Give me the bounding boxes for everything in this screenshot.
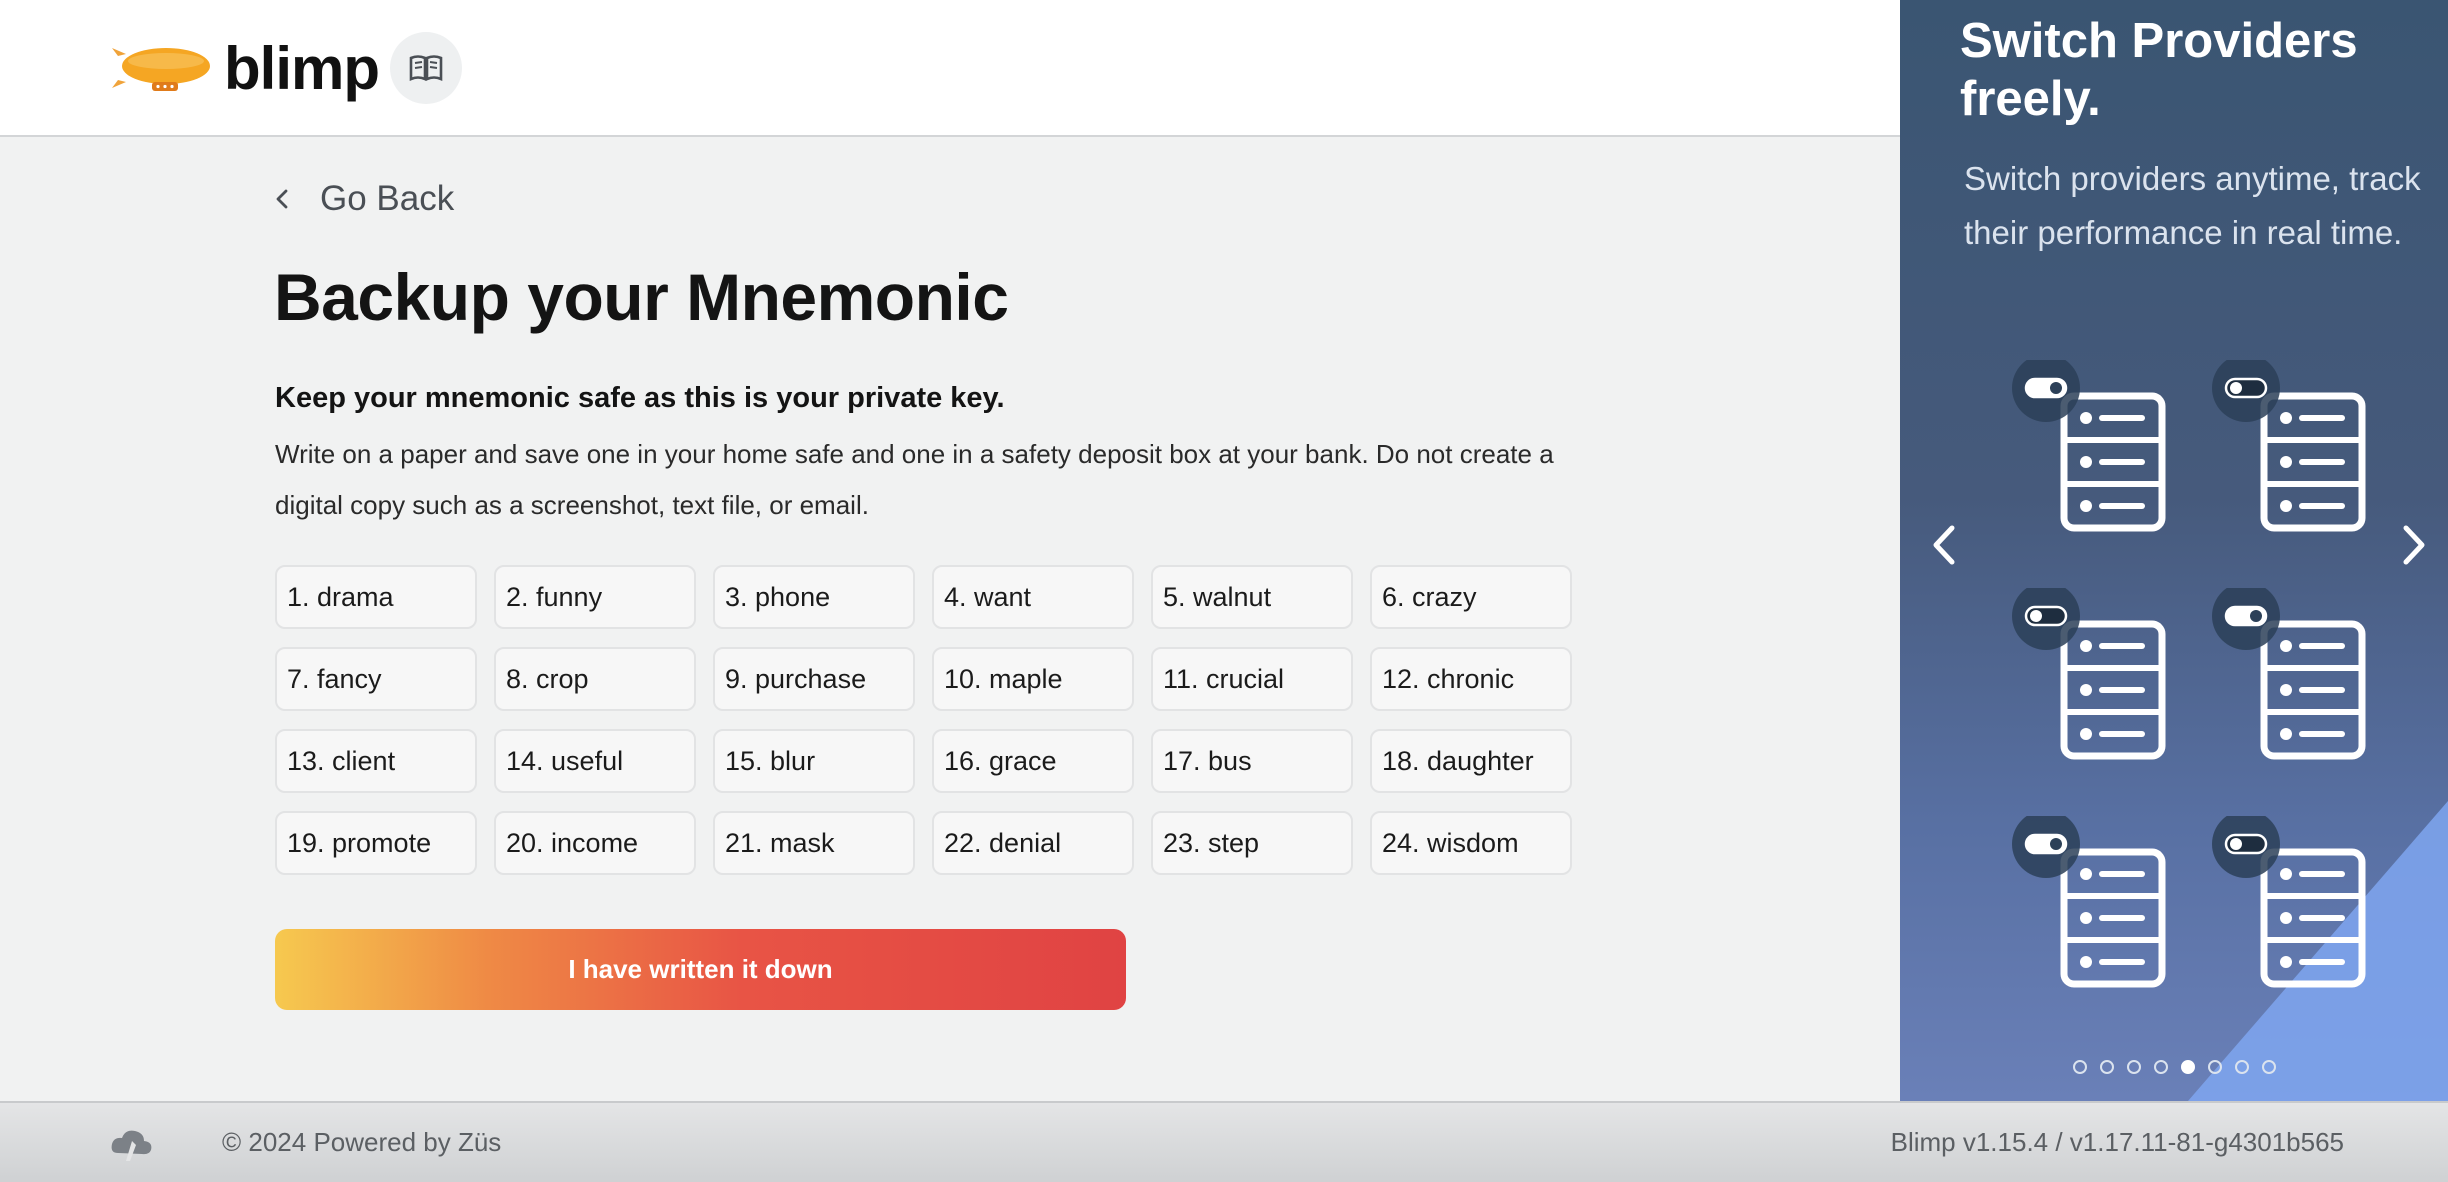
carousel-text: Switch providers anytime, track their performance in real time. (1964, 160, 2421, 251)
mnemonic-word: 19. promote (275, 811, 477, 875)
mnemonic-word: 5. walnut (1151, 565, 1353, 629)
carousel-dot[interactable] (2181, 1060, 2195, 1074)
written-it-down-button[interactable]: I have written it down (275, 929, 1126, 1010)
zus-cloud-icon (110, 1127, 154, 1161)
backup-instructions: Write on a paper and save one in your home safe and one in a safety deposit box at your bank. Do not create a digital copy such as a screenshot, text file, or email. (275, 439, 1554, 520)
warning-subhead: Keep your mnemonic safe as this is your private key. (275, 382, 1005, 414)
mnemonic-word: 24. wisdom (1370, 811, 1572, 875)
mnemonic-word: 22. denial (932, 811, 1134, 875)
book-icon (409, 54, 443, 82)
docs-button[interactable] (390, 32, 462, 104)
carousel-dot[interactable] (2262, 1060, 2276, 1074)
mnemonic-word: 4. want (932, 565, 1134, 629)
blimp-logo-icon (112, 42, 212, 94)
mnemonic-word: 20. income (494, 811, 696, 875)
mnemonic-word: 15. blur (713, 729, 915, 793)
carousel-dot[interactable] (2208, 1060, 2222, 1074)
carousel-next-arrow-icon[interactable] (2394, 520, 2434, 570)
storage-server-icon (2210, 588, 2380, 768)
mnemonic-word: 21. mask (713, 811, 915, 875)
mnemonic-word: 2. funny (494, 565, 696, 629)
carousel-title: Switch Providers freely. (1960, 14, 2358, 126)
logo[interactable] (112, 28, 379, 108)
mnemonic-word: 6. crazy (1370, 565, 1572, 629)
mnemonic-word: 17. bus (1151, 729, 1353, 793)
mnemonic-word: 12. chronic (1370, 647, 1572, 711)
go-back-link[interactable] (272, 179, 454, 219)
carousel-dot[interactable] (2154, 1060, 2168, 1074)
storage-server-icon (2210, 816, 2380, 996)
storage-server-icon (2010, 360, 2180, 540)
provider-illustration (2010, 360, 2390, 1000)
go-back-label: Go Back (320, 179, 455, 218)
mnemonic-word: 8. crop (494, 647, 696, 711)
carousel-prev-arrow-icon[interactable] (1924, 520, 1964, 570)
mnemonic-word: 1. drama (275, 565, 477, 629)
mnemonic-word-grid (275, 565, 1572, 875)
mnemonic-word: 7. fancy (275, 647, 477, 711)
promo-carousel (1900, 0, 2448, 1101)
carousel-dot[interactable] (2127, 1060, 2141, 1074)
mnemonic-word: 3. phone (713, 565, 915, 629)
footer-copyright: © 2024 Powered by Züs (222, 1127, 502, 1157)
mnemonic-word: 11. crucial (1151, 647, 1353, 711)
carousel-dot[interactable] (2100, 1060, 2114, 1074)
app-footer (0, 1101, 2448, 1182)
carousel-dot[interactable] (2073, 1060, 2087, 1074)
storage-server-icon (2010, 588, 2180, 768)
mnemonic-word: 23. step (1151, 811, 1353, 875)
page-title: Backup your Mnemonic (274, 260, 1009, 334)
mnemonic-word: 10. maple (932, 647, 1134, 711)
mnemonic-word: 13. client (275, 729, 477, 793)
storage-server-icon (2010, 816, 2180, 996)
mnemonic-word: 9. purchase (713, 647, 915, 711)
main-content (0, 139, 1900, 1101)
mnemonic-word: 18. daughter (1370, 729, 1572, 793)
carousel-dots (2073, 1060, 2276, 1074)
footer-version: Blimp v1.15.4 / v1.17.11-81-g4301b565 (1890, 1127, 2344, 1157)
mnemonic-word: 14. useful (494, 729, 696, 793)
carousel-dot[interactable] (2235, 1060, 2249, 1074)
storage-server-icon (2210, 360, 2380, 540)
mnemonic-word: 16. grace (932, 729, 1134, 793)
app-header (0, 0, 1900, 137)
chevron-left-icon (272, 188, 294, 210)
logo-text: blimp (224, 34, 379, 102)
